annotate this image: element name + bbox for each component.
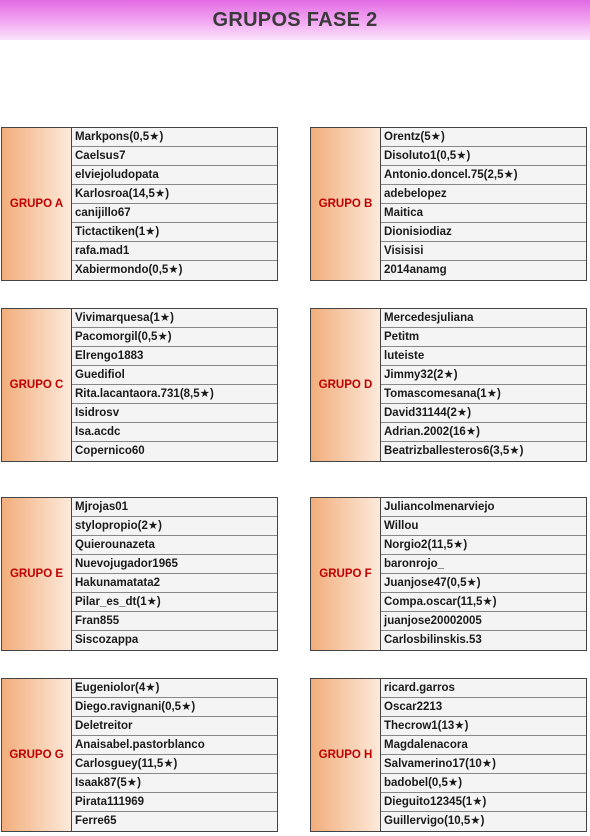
member-row: adebelopez <box>381 185 586 204</box>
group-label-text: GRUPO C <box>9 379 64 391</box>
member-row: Hakunamatata2 <box>72 574 277 593</box>
member-row: Pacomorgil(0,5★) <box>72 328 277 347</box>
member-row: Fran855 <box>72 612 277 631</box>
group-label <box>310 497 380 651</box>
member-row: ricard.garros <box>381 679 586 698</box>
member-row: Carlosguey(11,5★) <box>72 755 277 774</box>
group-label-text: GRUPO H <box>318 749 373 761</box>
group-b <box>310 127 586 282</box>
member-list <box>380 127 587 281</box>
member-row: Isidrosv <box>72 404 277 423</box>
member-row: Siscozappa <box>72 631 277 650</box>
member-row: Salvamerino17(10★) <box>381 755 586 774</box>
group-f <box>310 497 586 652</box>
group-label <box>1 127 71 281</box>
member-row: Juanjose47(0,5★) <box>381 574 586 593</box>
member-row: Isaak87(5★) <box>72 774 277 793</box>
member-row: Disoluto1(0,5★) <box>381 147 586 166</box>
member-row: Pilar_es_dt(1★) <box>72 593 277 612</box>
member-row: Willou <box>381 517 586 536</box>
group-label-text: GRUPO B <box>318 198 373 210</box>
member-row: Vivimarquesa(1★) <box>72 309 277 328</box>
member-row: Xabiermondo(0,5★) <box>72 261 277 280</box>
member-row: Norgio2(11,5★) <box>381 536 586 555</box>
member-row: elviejoludopata <box>72 166 277 185</box>
member-row: Eugeniolor(4★) <box>72 679 277 698</box>
group-label-text: GRUPO F <box>319 568 372 580</box>
member-row: Carlosbilinskis.53 <box>381 631 586 650</box>
member-row: Copernico60 <box>72 442 277 461</box>
group-label <box>1 497 71 651</box>
group-a <box>1 127 277 282</box>
member-row: Petitm <box>381 328 586 347</box>
member-row: baronrojo_ <box>381 555 586 574</box>
group-c <box>1 308 277 463</box>
member-row: Pirata111969 <box>72 793 277 812</box>
member-list <box>380 308 587 462</box>
member-row: badobel(0,5★) <box>381 774 586 793</box>
member-row: rafa.mad1 <box>72 242 277 261</box>
member-row: Orentz(5★) <box>381 128 586 147</box>
member-row: Quierounazeta <box>72 536 277 555</box>
member-row: canijillo67 <box>72 204 277 223</box>
member-list <box>380 497 587 651</box>
member-row: Beatrizballesteros6(3,5★) <box>381 442 586 461</box>
member-row: Jimmy32(2★) <box>381 366 586 385</box>
member-row: stylopropio(2★) <box>72 517 277 536</box>
member-row: juanjose20002005 <box>381 612 586 631</box>
member-row: Diego.ravignani(0,5★) <box>72 698 277 717</box>
member-row: Ferre65 <box>72 812 277 831</box>
member-row: Elrengo1883 <box>72 347 277 366</box>
member-row: Rita.lacantaora.731(8,5★) <box>72 385 277 404</box>
member-list <box>71 497 278 651</box>
member-row: Thecrow1(13★) <box>381 717 586 736</box>
member-row: Deletreitor <box>72 717 277 736</box>
member-row: Guedifiol <box>72 366 277 385</box>
member-row: luteiste <box>381 347 586 366</box>
member-row: Dionisiodiaz <box>381 223 586 242</box>
member-row: Dieguito12345(1★) <box>381 793 586 812</box>
member-row: Tictactiken(1★) <box>72 223 277 242</box>
member-row: Caelsus7 <box>72 147 277 166</box>
member-list <box>380 678 587 832</box>
member-row: Isa.acdc <box>72 423 277 442</box>
member-row: Mjrojas01 <box>72 498 277 517</box>
group-label-text: GRUPO E <box>9 568 64 580</box>
member-row: Oscar2213 <box>381 698 586 717</box>
member-row: Karlosroa(14,5★) <box>72 185 277 204</box>
group-label <box>310 678 380 832</box>
group-label <box>1 678 71 832</box>
member-list <box>71 127 278 281</box>
group-label <box>1 308 71 462</box>
member-row: Maitica <box>381 204 586 223</box>
group-g <box>1 678 277 833</box>
group-label-text: GRUPO D <box>318 379 373 391</box>
member-row: 2014anamg <box>381 261 586 280</box>
group-label-text: GRUPO G <box>9 749 64 761</box>
group-e <box>1 497 277 652</box>
member-row: Juliancolmenarviejo <box>381 498 586 517</box>
member-row: Visisisi <box>381 242 586 261</box>
member-row: David31144(2★) <box>381 404 586 423</box>
member-row: Anaisabel.pastorblanco <box>72 736 277 755</box>
group-d <box>310 308 586 463</box>
member-row: Magdalenacora <box>381 736 586 755</box>
page-title: GRUPOS FASE 2 <box>0 0 590 40</box>
member-row: Tomascomesana(1★) <box>381 385 586 404</box>
member-row: Markpons(0,5★) <box>72 128 277 147</box>
member-row: Antonio.doncel.75(2,5★) <box>381 166 586 185</box>
member-row: Adrian.2002(16★) <box>381 423 586 442</box>
member-row: Guillervigo(10,5★) <box>381 812 586 831</box>
member-list <box>71 678 278 832</box>
member-row: Compa.oscar(11,5★) <box>381 593 586 612</box>
member-row: Mercedesjuliana <box>381 309 586 328</box>
group-label-text: GRUPO A <box>9 198 64 210</box>
group-label <box>310 308 380 462</box>
member-list <box>71 308 278 462</box>
group-label <box>310 127 380 281</box>
group-h <box>310 678 586 833</box>
member-row: Nuevojugador1965 <box>72 555 277 574</box>
